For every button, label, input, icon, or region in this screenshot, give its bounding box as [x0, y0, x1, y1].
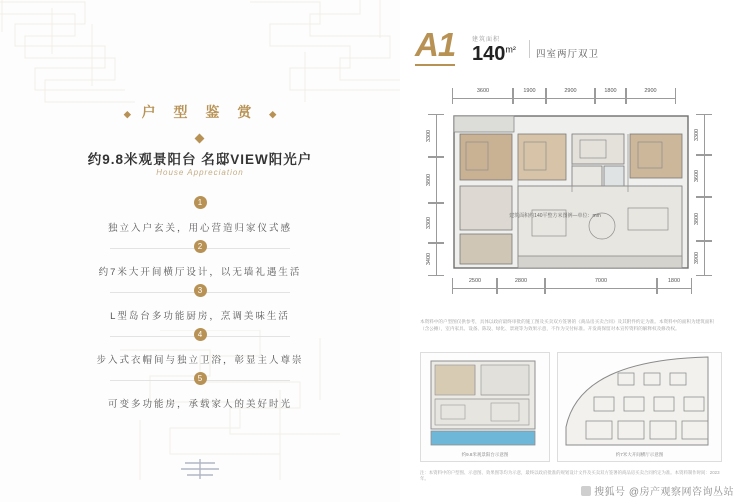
headline-subtitle: House Appreciation [156, 168, 244, 177]
thumbnail-living[interactable] [557, 352, 722, 462]
dimension-bottom-4: 1800 [656, 278, 692, 294]
dimension-chain-top [452, 88, 690, 104]
brand-logo [175, 457, 225, 488]
feature-number-5: 5 [194, 372, 207, 385]
dimension-chain-left [428, 114, 444, 274]
floor-plan-drawing [452, 114, 690, 274]
feature-number-4: 4 [194, 328, 207, 341]
dimension-chain-bottom [452, 278, 690, 294]
dimension-bottom-2: 2800 [496, 278, 546, 294]
feature-text-5: 可变多功能房，承载家人的美好时光 [107, 399, 292, 410]
dimension-bottom-1: 2500 [452, 278, 498, 294]
dimension-top-1: 3600 [452, 88, 514, 104]
decorative-pattern-top-right [250, 0, 400, 102]
decorative-pattern-top-left [0, 0, 140, 114]
plan-note: 建筑面积约140平整方米图例—单位：mm [509, 213, 601, 219]
feature-number-2: 2 [194, 240, 207, 253]
dimension-right-1: 3300 [696, 114, 712, 156]
dimension-bottom-3: 7000 [544, 278, 658, 294]
dimension-right-4: 3900 [696, 240, 712, 276]
thumbnail-balcony-caption: 约9.8米观景阳台示意图 [461, 452, 509, 457]
app-icon [581, 486, 591, 496]
section-title [0, 102, 400, 122]
dimension-top-4: 1800 [594, 88, 627, 104]
diamond-ornament-icon [195, 134, 205, 144]
feature-text-3: L型岛台多功能厨房，烹调美味生活 [110, 311, 290, 322]
area-block [472, 34, 516, 66]
floor-plan [420, 86, 720, 306]
dimension-left-2: 3800 [428, 156, 444, 204]
watermark [581, 483, 734, 498]
area-divider [529, 40, 530, 58]
feature-text-1: 独立入户玄关，用心营造归家仪式感 [107, 223, 292, 234]
plan-code-block [415, 28, 455, 66]
dimension-top-3: 2900 [545, 88, 596, 104]
footer-note: 注：本资料中的户型图、示意图、效果图等均为示意，最终以政府批准的规划设计文件及买卖双方签署的商品房买卖合同约定为准。本资料制作时间：2023年。 [420, 470, 720, 482]
dimension-right-3: 3800 [696, 196, 712, 242]
feature-item-3 [0, 284, 400, 324]
dimension-top-5: 2900 [625, 88, 676, 104]
feature-text-2: 约7米大开间横厅设计，以无墙礼遇生活 [98, 267, 302, 278]
feature-item-1 [0, 196, 400, 236]
area-label: 建筑面积 [472, 37, 501, 43]
feature-item-4 [0, 328, 400, 368]
dimension-left-4: 3400 [428, 242, 444, 276]
room-description: 四室两厅双卫 [536, 49, 600, 60]
thumbnail-balcony[interactable] [420, 352, 550, 462]
dimension-left-1: 3300 [428, 114, 444, 158]
feature-text-4: 步入式衣帽间与独立卫浴，彰显主人尊崇 [96, 355, 304, 366]
feature-number-1: 1 [194, 196, 207, 209]
title-dot-right: ◆ [269, 109, 277, 119]
watermark-text: 搜狐号 @房产观察网咨询丛站 [594, 487, 734, 498]
feature-number-3: 3 [194, 284, 207, 297]
right-panel [400, 0, 740, 502]
section-title-text: 户 型 鉴 赏 [141, 104, 259, 120]
area-value: 140 [472, 43, 506, 65]
title-dot-left: ◆ [123, 109, 131, 119]
plan-code-underline [415, 64, 455, 66]
headline: 约9.8米观景阳台 名邸VIEW阳光户 [87, 152, 313, 167]
feature-item-2 [0, 240, 400, 280]
dimension-left-3: 3300 [428, 202, 444, 244]
dimension-chain-right [696, 114, 712, 274]
dimension-right-2: 3600 [696, 154, 712, 198]
dimension-top-2: 1900 [512, 88, 547, 104]
thumbnail-living-caption: 约7米大开间横厅示意图 [615, 452, 664, 457]
plan-code: A1 [415, 26, 456, 63]
feature-item-5 [0, 372, 400, 412]
disclaimer-text: 本资料中的户型图仅供参考，具体以政府最终审批的施工图及买卖双方签署的《商品房买卖合同》及其附件约定为准。本资料中的面积为建筑面积（含公摊），室内家具、设备、陈设、绿化、景观等为效果示意，不作为交付标准。开发商保留对本宣传资料的解释权及修改权。 [420, 319, 715, 331]
area-unit: m² [505, 44, 516, 55]
